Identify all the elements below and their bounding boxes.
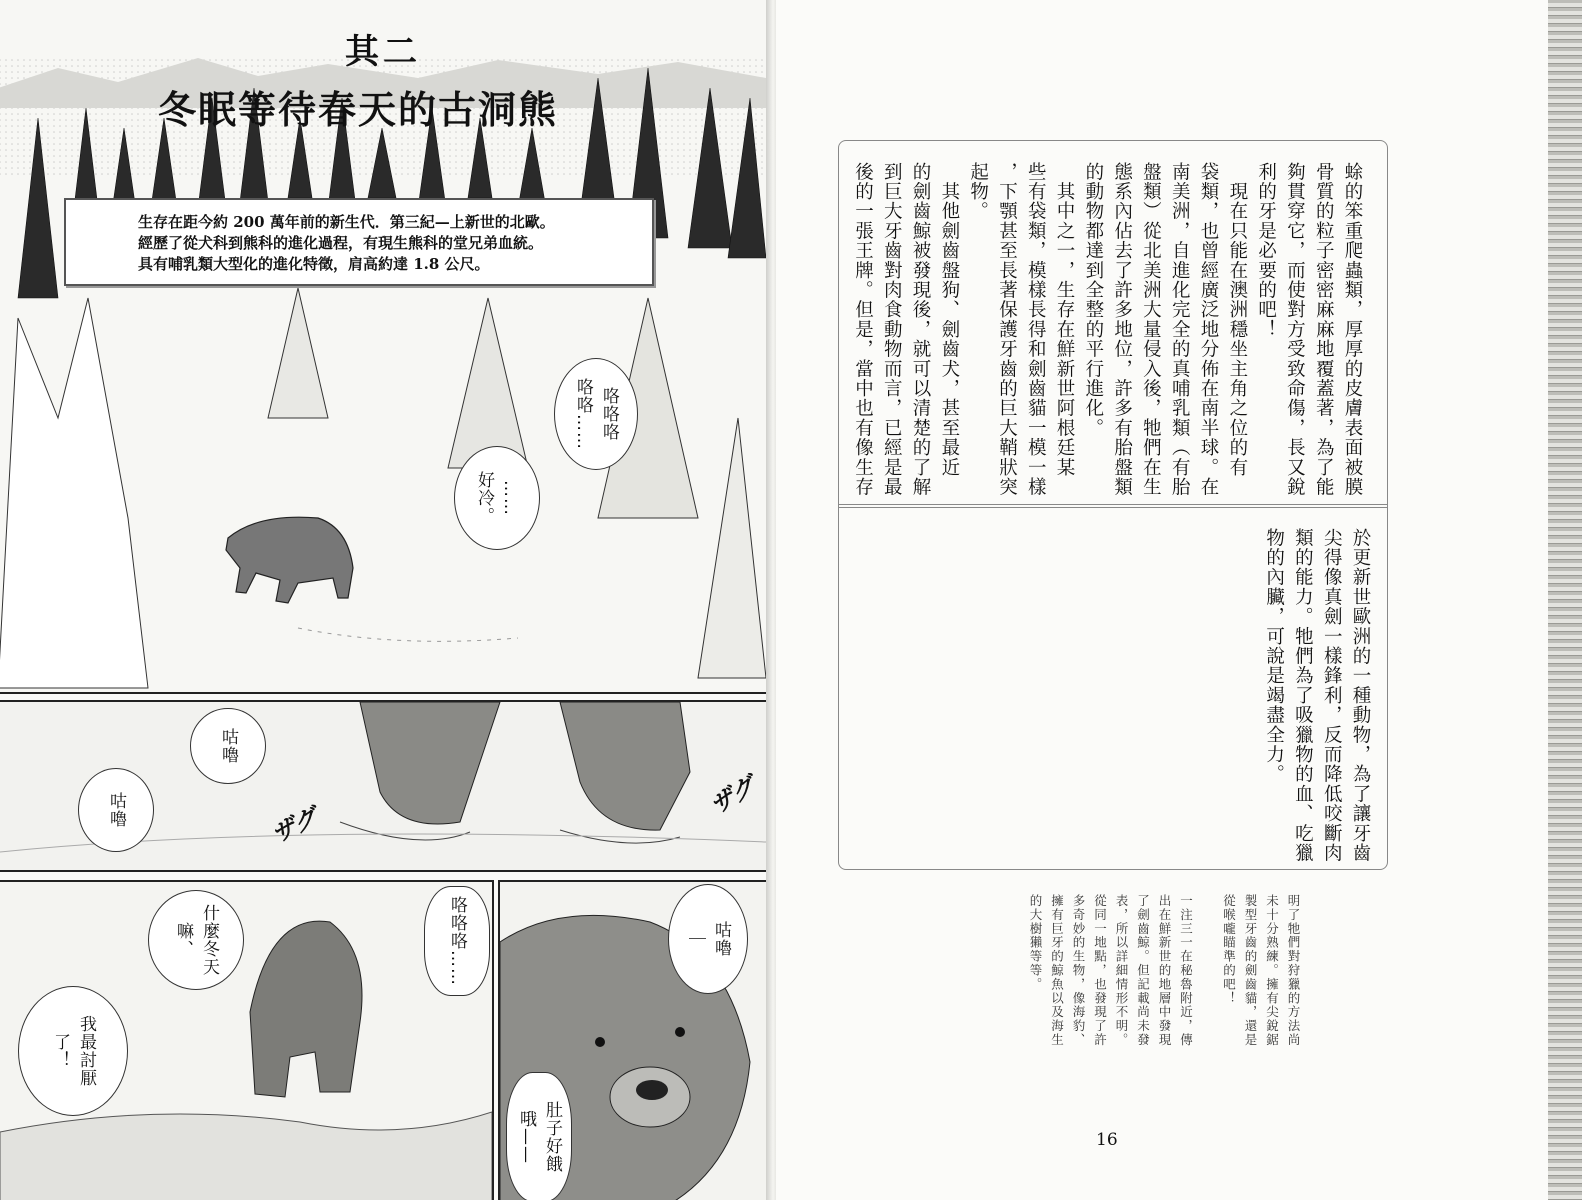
- speech-bubble-growl-a: [190, 708, 266, 784]
- bubble-text: 肚子好餓: [542, 1101, 562, 1173]
- bubble-text: ｜: [685, 930, 705, 948]
- bubble-text: 咕嚕: [106, 792, 126, 828]
- speech-bubble-hungry: [506, 1072, 572, 1200]
- caption-line: 生存在距今約 200 萬年前的新生代．第三紀—上新世的北歐。: [138, 213, 555, 231]
- page-number: 16: [1096, 1130, 1118, 1150]
- bubble-text: 嘛、: [173, 922, 193, 958]
- caption-box: [64, 198, 654, 286]
- caption-line: 經歷了從犬科到熊科的進化過程，有現生熊科的堂兄弟血統。: [138, 234, 544, 252]
- sfx-crunch-right: ザグ: [705, 771, 761, 820]
- left-manga-page: [0, 0, 770, 1200]
- speech-bubble-shiver: [554, 358, 638, 470]
- sfx-crunch-left: ザグ: [267, 803, 322, 849]
- bubble-text: 咯咯……: [573, 378, 593, 450]
- footnote-text: 明了牠們對狩獵的方法尚 未十分熟練。擁有尖銳鋸 製型牙齒的劍齒貓，還是 從喉嚨瞄準的吧！ 一注三一在秘魯附近，傳 出在鮮新世的地層中發現 了劍齒鯨。但記載尚未發 表，所以詳細情形不明。 從同一地點，也發現了許 多奇妙的生物，像海豹、 擁有巨牙的鯨魚以及海生 的大樹獺等等。: [1028, 894, 1301, 1047]
- chapter-label: 其二: [345, 32, 421, 72]
- speech-bubble-cold: [454, 446, 540, 550]
- bubble-text: 咯咯咯: [599, 387, 619, 441]
- body-text-upper: 蜍的笨重爬蟲類，厚厚的皮膚表面被膜 骨質的粒子密密麻麻地覆蓋著，為了能 夠貫穿它，而使對方受致命傷，長又銳 利的牙是必要的吧！ 現在只能在澳洲穩坐主角之位的有 袋類，也曾經廣泛地分佈在南半球。在 南美洲，自進化完全的真哺乳類（有胎 盤類）從北美洲大量侵入後，牠們在生 態系內佔去了許多地位，許多有胎盤類 的動物都達到全整的平行進化。 其中之一，生存在鮮新世阿根廷某 些有袋類，模樣長得和劍齒貓一模一樣 ，下顎甚至長著保護牙齒的巨大鞘狀突 起物。 其他劍齒盤狗、劍齒犬，甚至最近 的劍齒鯨被發現後，就可以清楚的了解 到巨大牙齒對肉食動物而言，已經是最 後的一張王牌。但是，當中也有像生存: [852, 162, 1363, 497]
- caption-line: 具有哺乳類大型化的進化特徵，肩高約達 1.8 公尺。: [138, 255, 490, 273]
- bubble-text: 我最討厭: [76, 1015, 96, 1087]
- bubble-text: 咕嚕: [711, 921, 731, 957]
- panel-bear-walking: [0, 880, 494, 1200]
- panel-bear-paws: [0, 700, 768, 872]
- speech-bubble-growl-b: [78, 768, 154, 852]
- right-text-page: [776, 0, 1566, 1200]
- bubble-text: 咯咯咯……: [447, 896, 467, 986]
- panel-bear-closeup: [498, 880, 768, 1200]
- bubble-text: 好冷。: [474, 471, 494, 525]
- bubble-text: ……: [500, 480, 520, 516]
- bubble-text: 咕嚕: [218, 728, 238, 764]
- panel-snowy-forest: [0, 0, 768, 694]
- bubble-text: 哦——: [516, 1110, 536, 1164]
- page-edge-strip: [1548, 0, 1582, 1200]
- speech-bubble-growl-br: [668, 884, 748, 994]
- chapter-title-block: [0, 24, 758, 134]
- speech-bubble-hate: [18, 986, 128, 1116]
- speech-bubble-shiver-2: [424, 886, 490, 996]
- body-text-lower: 於更新世歐洲的一種動物，為了讓牙齒 尖得像真劍一樣鋒利，反而降低咬斷肉 類的能力。牠們為了吸獵物的血、吃獵 物的內臟，可說是竭盡全力。: [1263, 528, 1371, 863]
- bubble-text: 什麼冬天: [199, 904, 219, 976]
- speech-bubble-winter: [148, 890, 244, 990]
- chapter-title: 冬眠等待春天的古洞熊: [157, 87, 558, 132]
- bubble-text: 了！: [50, 1033, 70, 1069]
